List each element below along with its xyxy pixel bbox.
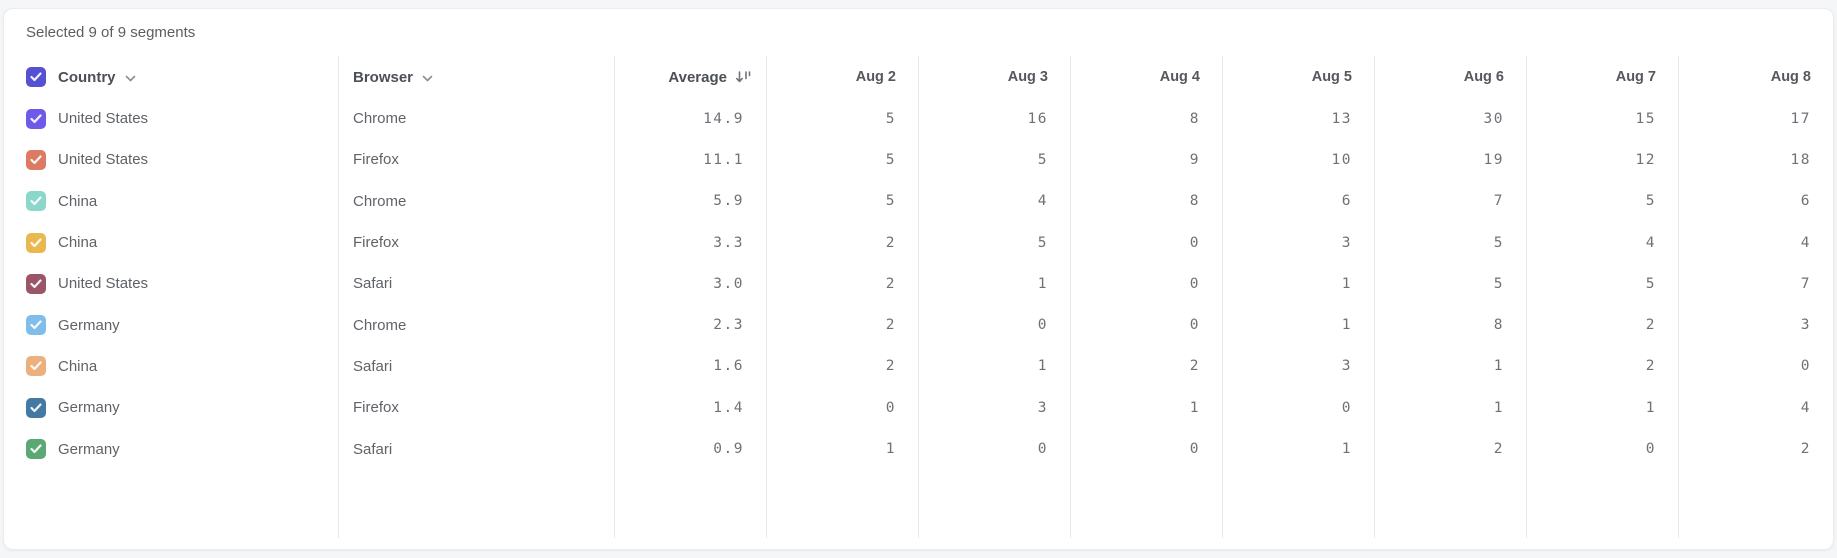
value-cell: [1374, 98, 1526, 139]
country-value: United States: [58, 275, 149, 293]
date-value: 5: [1037, 234, 1048, 251]
country-value: Germany: [58, 399, 120, 417]
date-header-label: Aug 8: [1770, 69, 1811, 85]
value-cell: [766, 346, 918, 387]
value-cell: [1678, 346, 1833, 387]
value-cell: [1526, 222, 1678, 263]
browser-value: Chrome: [353, 316, 407, 334]
table-row: [4, 181, 1833, 222]
value-cell: [1526, 181, 1678, 222]
date-value: 15: [1635, 110, 1656, 127]
selection-summary: Selected 9 of 9 segments: [26, 24, 196, 41]
date-value: 0: [1189, 317, 1200, 334]
chevron-down-icon: [422, 75, 433, 82]
date-value: 1: [1645, 399, 1656, 416]
table-row: [4, 139, 1833, 180]
date-value: 3: [1800, 317, 1811, 334]
date-value: 1: [1341, 441, 1352, 458]
value-cell: [766, 304, 918, 345]
country-cell: [4, 428, 338, 469]
value-cell: [1374, 304, 1526, 345]
date-value: 5: [1037, 151, 1048, 168]
date-value: 4: [1037, 193, 1048, 210]
table-row: [4, 387, 1833, 428]
select-all-checkbox[interactable]: [26, 67, 46, 87]
value-cell: [1526, 387, 1678, 428]
checkmark-icon: [30, 155, 42, 165]
average-cell: [614, 139, 766, 180]
browser-value: Safari: [353, 357, 393, 375]
date-value: 5: [1493, 234, 1504, 251]
browser-cell: [338, 139, 614, 180]
average-cell: [614, 304, 766, 345]
date-value: 2: [885, 234, 896, 251]
average-cell: [614, 428, 766, 469]
date-value: 0: [1189, 275, 1200, 292]
country-cell: [4, 98, 338, 139]
segment-checkbox[interactable]: [26, 109, 46, 129]
average-cell: [614, 98, 766, 139]
segment-checkbox[interactable]: [26, 150, 46, 170]
value-cell: [1526, 304, 1678, 345]
date-value: 2: [885, 317, 896, 334]
date-value: 16: [1027, 110, 1048, 127]
date-value: 3: [1341, 358, 1352, 375]
date-value: 0: [1037, 317, 1048, 334]
table-row: [4, 263, 1833, 304]
value-cell: [1070, 428, 1222, 469]
checkmark-icon: [30, 444, 42, 454]
value-cell: [1526, 139, 1678, 180]
date-value: 12: [1635, 151, 1656, 168]
value-cell: [1222, 346, 1374, 387]
browser-value: Firefox: [353, 234, 399, 252]
value-cell: [766, 98, 918, 139]
date-value: 7: [1800, 275, 1811, 292]
date-column-header: [1678, 56, 1833, 98]
value-cell: [1222, 98, 1374, 139]
date-value: 6: [1800, 193, 1811, 210]
browser-column-header[interactable]: [338, 56, 614, 98]
average-column-header[interactable]: [614, 56, 766, 98]
average-cell: [614, 346, 766, 387]
checkmark-icon: [30, 238, 42, 248]
date-value: 2: [1493, 441, 1504, 458]
value-cell: [766, 139, 918, 180]
value-cell: [1526, 346, 1678, 387]
browser-cell: [338, 181, 614, 222]
date-value: 8: [1189, 193, 1200, 210]
country-cell: [4, 304, 338, 345]
date-value: 9: [1189, 151, 1200, 168]
browser-value: Safari: [353, 440, 393, 458]
date-value: 8: [1189, 110, 1200, 127]
country-column-header[interactable]: [4, 56, 338, 98]
date-value: 1: [885, 441, 896, 458]
date-value: 3: [1037, 399, 1048, 416]
value-cell: [918, 428, 1070, 469]
segment-checkbox[interactable]: [26, 274, 46, 294]
date-value: 10: [1331, 151, 1352, 168]
table-row: [4, 222, 1833, 263]
value-cell: [1374, 139, 1526, 180]
value-cell: [766, 263, 918, 304]
value-cell: [1678, 387, 1833, 428]
country-cell: [4, 387, 338, 428]
date-value: 2: [1645, 317, 1656, 334]
date-column-header: [766, 56, 918, 98]
date-header-label: Aug 7: [1615, 69, 1656, 85]
value-cell: [918, 98, 1070, 139]
country-value: China: [58, 192, 98, 210]
table-footer-spacer: [4, 470, 1833, 538]
value-cell: [1678, 304, 1833, 345]
value-cell: [1678, 98, 1833, 139]
average-cell: [614, 222, 766, 263]
date-value: 17: [1790, 110, 1811, 127]
browser-value: Safari: [353, 275, 393, 293]
date-value: 3: [1341, 234, 1352, 251]
segment-checkbox[interactable]: [26, 233, 46, 253]
date-column-header: [918, 56, 1070, 98]
date-value: 0: [885, 399, 896, 416]
value-cell: [1222, 428, 1374, 469]
date-value: 18: [1790, 151, 1811, 168]
date-value: 1: [1037, 275, 1048, 292]
date-value: 6: [1341, 193, 1352, 210]
chevron-down-icon: [125, 75, 136, 82]
date-value: 1: [1341, 275, 1352, 292]
date-value: 7: [1493, 193, 1504, 210]
browser-value: Firefox: [353, 399, 399, 417]
checkmark-icon: [30, 72, 42, 82]
value-cell: [918, 181, 1070, 222]
average-cell: [614, 387, 766, 428]
date-value: 19: [1483, 151, 1504, 168]
date-value: 1: [1493, 358, 1504, 375]
value-cell: [1526, 428, 1678, 469]
date-value: 2: [1645, 358, 1656, 375]
value-cell: [1070, 346, 1222, 387]
segments-table: [4, 56, 1833, 538]
segment-checkbox[interactable]: [26, 398, 46, 418]
date-value: 5: [885, 110, 896, 127]
date-value: 5: [1645, 275, 1656, 292]
average-cell: [614, 263, 766, 304]
date-value: 5: [1645, 193, 1656, 210]
value-cell: [766, 181, 918, 222]
value-cell: [766, 387, 918, 428]
browser-cell: [338, 98, 614, 139]
value-cell: [1222, 181, 1374, 222]
browser-cell: [338, 222, 614, 263]
segment-checkbox[interactable]: [26, 356, 46, 376]
browser-value: Chrome: [353, 110, 407, 128]
value-cell: [1678, 263, 1833, 304]
date-value: 0: [1189, 441, 1200, 458]
value-cell: [1374, 263, 1526, 304]
average-cell: [614, 181, 766, 222]
checkmark-icon: [30, 403, 42, 413]
segment-checkbox[interactable]: [26, 439, 46, 459]
average-value: 3.0: [713, 275, 744, 292]
country-cell: [4, 346, 338, 387]
value-cell: [1678, 428, 1833, 469]
value-cell: [1374, 346, 1526, 387]
date-column-header: [1070, 56, 1222, 98]
country-cell: [4, 263, 338, 304]
checkmark-icon: [30, 279, 42, 289]
date-value: 2: [1189, 358, 1200, 375]
browser-cell: [338, 387, 614, 428]
value-cell: [1222, 222, 1374, 263]
date-value: 4: [1800, 399, 1811, 416]
average-value: 2.3: [713, 317, 744, 334]
average-header-label: Average: [668, 68, 727, 86]
value-cell: [918, 346, 1070, 387]
value-cell: [766, 428, 918, 469]
date-value: 5: [1493, 275, 1504, 292]
date-value: 0: [1645, 441, 1656, 458]
value-cell: [1222, 139, 1374, 180]
segment-checkbox[interactable]: [26, 315, 46, 335]
value-cell: [918, 387, 1070, 428]
value-cell: [1374, 222, 1526, 263]
date-value: 1: [1341, 317, 1352, 334]
sort-descending-icon: [735, 70, 752, 84]
value-cell: [1070, 304, 1222, 345]
average-value: 5.9: [713, 193, 744, 210]
date-value: 2: [1800, 441, 1811, 458]
date-value: 2: [885, 358, 896, 375]
country-cell: [4, 181, 338, 222]
browser-cell: [338, 346, 614, 387]
browser-header-label: Browser: [353, 68, 414, 86]
value-cell: [918, 222, 1070, 263]
date-header-label: Aug 4: [1159, 69, 1200, 85]
date-value: 0: [1189, 234, 1200, 251]
checkmark-icon: [30, 361, 42, 371]
value-cell: [918, 304, 1070, 345]
country-cell: [4, 139, 338, 180]
date-value: 8: [1493, 317, 1504, 334]
value-cell: [1374, 387, 1526, 428]
value-cell: [1526, 263, 1678, 304]
date-value: 1: [1037, 358, 1048, 375]
table-body: [4, 98, 1833, 470]
table-row: [4, 98, 1833, 139]
date-column-header: [1222, 56, 1374, 98]
value-cell: [1678, 181, 1833, 222]
value-cell: [1070, 263, 1222, 304]
browser-cell: [338, 304, 614, 345]
date-value: 0: [1341, 399, 1352, 416]
table-row: [4, 346, 1833, 387]
date-value: 13: [1331, 110, 1352, 127]
date-header-label: Aug 3: [1007, 69, 1048, 85]
average-value: 1.4: [713, 399, 744, 416]
value-cell: [1070, 98, 1222, 139]
date-value: 0: [1037, 441, 1048, 458]
date-value: 4: [1800, 234, 1811, 251]
browser-cell: [338, 428, 614, 469]
value-cell: [1678, 139, 1833, 180]
date-column-header: [1526, 56, 1678, 98]
value-cell: [1374, 428, 1526, 469]
average-value: 1.6: [713, 358, 744, 375]
average-value: 14.9: [703, 110, 744, 127]
date-header-label: Aug 6: [1463, 69, 1504, 85]
country-value: Germany: [58, 316, 120, 334]
checkmark-icon: [30, 320, 42, 330]
checkmark-icon: [30, 114, 42, 124]
date-value: 5: [885, 151, 896, 168]
date-column-header: [1374, 56, 1526, 98]
value-cell: [1070, 387, 1222, 428]
value-cell: [918, 139, 1070, 180]
value-cell: [918, 263, 1070, 304]
value-cell: [1222, 387, 1374, 428]
country-value: China: [58, 234, 98, 252]
table-header-row: [4, 56, 1833, 98]
value-cell: [766, 222, 918, 263]
value-cell: [1222, 304, 1374, 345]
country-value: Germany: [58, 440, 120, 458]
value-cell: [1374, 181, 1526, 222]
date-value: 0: [1800, 358, 1811, 375]
value-cell: [1070, 181, 1222, 222]
average-value: 3.3: [713, 234, 744, 251]
value-cell: [1222, 263, 1374, 304]
country-value: United States: [58, 151, 149, 169]
checkmark-icon: [30, 196, 42, 206]
date-value: 2: [885, 275, 896, 292]
country-value: United States: [58, 110, 149, 128]
browser-cell: [338, 263, 614, 304]
date-value: 30: [1483, 110, 1504, 127]
table-row: [4, 304, 1833, 345]
value-cell: [1678, 222, 1833, 263]
country-cell: [4, 222, 338, 263]
date-header-label: Aug 5: [1311, 69, 1352, 85]
date-value: 1: [1189, 399, 1200, 416]
segments-table-card: [3, 8, 1834, 550]
country-value: China: [58, 357, 98, 375]
value-cell: [1070, 139, 1222, 180]
average-value: 11.1: [703, 151, 744, 168]
segment-checkbox[interactable]: [26, 191, 46, 211]
date-value: 1: [1493, 399, 1504, 416]
date-header-label: Aug 2: [855, 69, 896, 85]
browser-value: Firefox: [353, 151, 399, 169]
date-value: 5: [885, 193, 896, 210]
date-value: 4: [1645, 234, 1656, 251]
average-value: 0.9: [713, 441, 744, 458]
country-header-label: Country: [58, 68, 116, 86]
value-cell: [1526, 98, 1678, 139]
value-cell: [1070, 222, 1222, 263]
browser-value: Chrome: [353, 192, 407, 210]
table-row: [4, 428, 1833, 469]
